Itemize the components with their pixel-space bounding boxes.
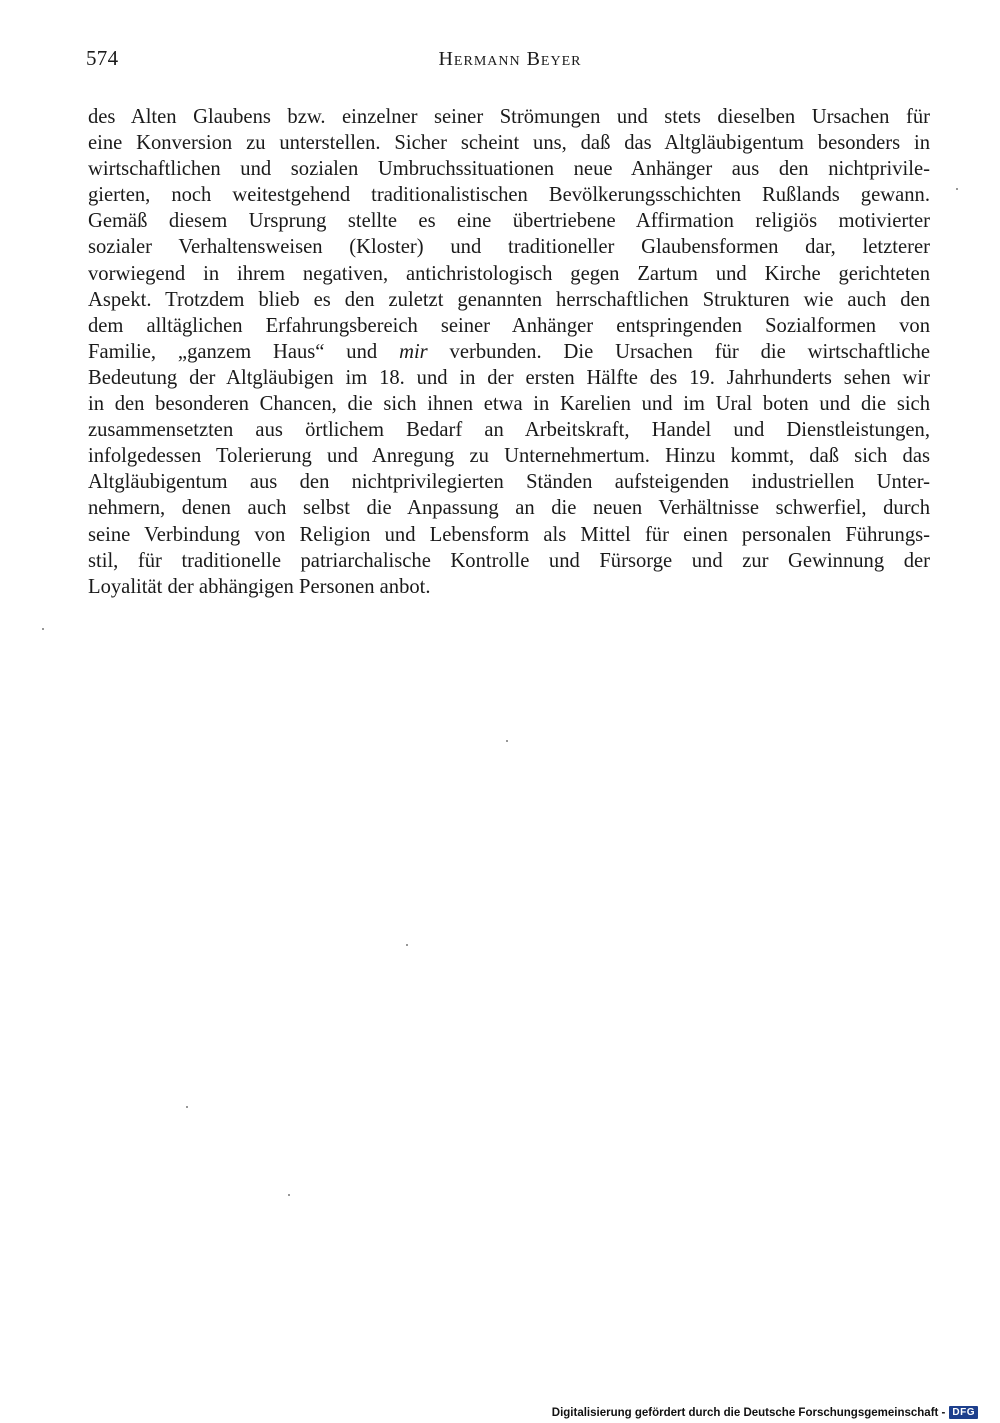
scan-speck (956, 188, 958, 190)
text-line-5: Gemäß diesem Ursprung stellte es eine übertriebene Affirmation religiös motivierter (88, 210, 930, 233)
text-line-6: sozialer Verhaltensweisen (Kloster) und traditioneller Glaubensformen dar, letzterer (88, 236, 930, 259)
text-line-4: gierten, noch weitestgehend traditionalistischen Bevölkerungsschichten Rußlands gewann. (88, 184, 930, 207)
running-head: Hermann Beyer (438, 48, 582, 70)
scan-speck (506, 740, 508, 742)
digitization-credit (552, 1406, 978, 1419)
text-line-10-end: verbunden. Die Ursachen für die wirtschaftliche (427, 340, 930, 363)
text-line-17: seine Verbindung von Religion und Lebensform als Mittel für einen personalen Führungs- (88, 523, 930, 546)
scan-speck (42, 628, 44, 630)
page-number: 574 (86, 46, 119, 70)
italic-term-mir: mir (399, 340, 428, 363)
text-line-8: Aspekt. Trotzdem blieb es den zuletzt genannten herrschaftlichen Strukturen wie auch den (88, 288, 930, 311)
text-line-15: Altgläubigentum aus den nichtprivilegierten Ständen aufsteigenden industriellen Unter- (88, 471, 930, 494)
scan-speck (406, 944, 408, 946)
text-line-9: dem alltäglichen Erfahrungsbereich seiner Anhänger entspringenden Sozialformen von (88, 314, 930, 337)
scan-speck (288, 1194, 290, 1196)
dfg-logo: DFG (949, 1406, 978, 1419)
text-line-2: eine Konversion zu unterstellen. Sicher scheint uns, daß das Altgläubigentum besonders in (88, 132, 930, 155)
body-paragraph (88, 104, 930, 600)
text-line-12: in den besonderen Chancen, die sich ihnen etwa in Karelien und im Ural boten und die sich (88, 393, 930, 416)
text-line-7: vorwiegend in ihrem negativen, antichristologisch gegen Zartum und Kirche gerichteten (88, 262, 930, 285)
text-line-1: des Alten Glaubens bzw. einzelner seiner Strömungen und stets dieselben Ursachen für (88, 106, 930, 128)
text-line-14: infolgedessen Tolerierung und Anregung zu Unternehmertum. Hinzu kommt, daß sich das (88, 445, 930, 468)
text-line-3: wirtschaftlichen und sozialen Umbruchssituationen neue Anhänger aus den nichtprivile- (88, 158, 930, 181)
scan-speck (186, 1106, 188, 1108)
text-line-18: stil, für traditionelle patriarchalische Kontrolle und Fürsorge und zur Gewinnung der (88, 549, 930, 572)
text-line-11: Bedeutung der Altgläubigen im 18. und in der ersten Hälfte des 19. Jahrhunderts sehen wir (88, 366, 930, 389)
text-line-10-start: Familie, „ganzem Haus“ und (88, 340, 400, 363)
credit-text: Digitalisierung gefördert durch die Deutsche Forschungsgemeinschaft - (551, 1406, 946, 1419)
text-line-16: nehmern, denen auch selbst die Anpassung an die neuen Verhältnisse schwerfiel, durch (88, 497, 930, 520)
text-line-10 (88, 339, 930, 365)
text-line-13: zusammensetzten aus örtlichem Bedarf an Arbeitskraft, Handel und Dienstleistungen, (88, 419, 930, 442)
text-line-19: Loyalität der abhängigen Personen anbot. (88, 575, 431, 598)
